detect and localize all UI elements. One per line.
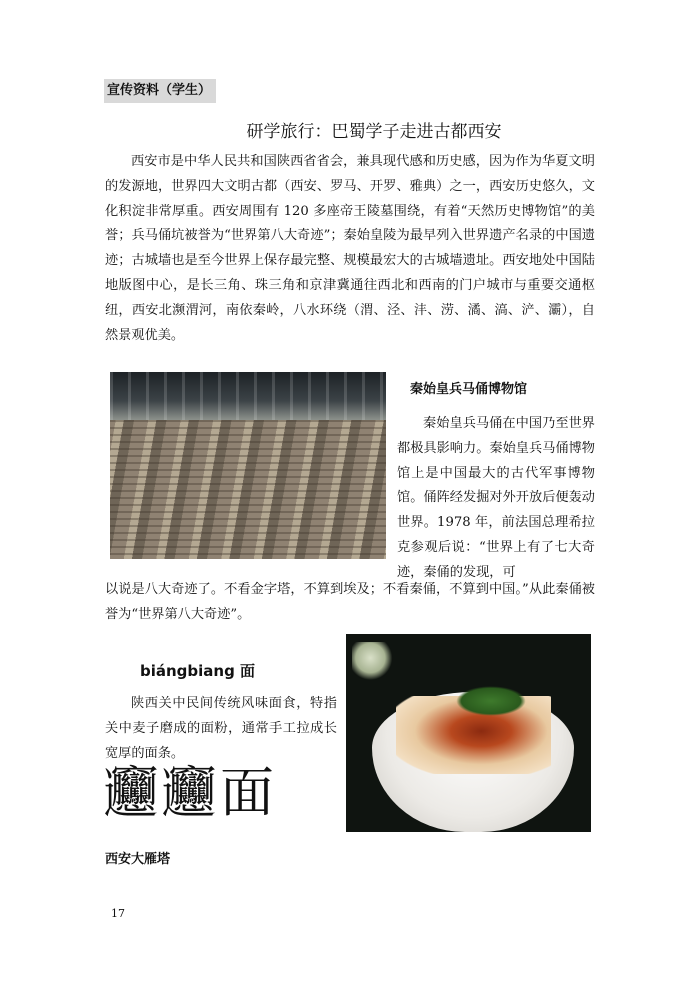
intro-paragraph: 西安市是中华人民共和国陕西省省会，兼具现代感和历史感，因为作为华夏文明的发源地，世界四大文明古都（西安、罗马、开罗、雅典）之一，西安历史悠久，文化积淀非常厚重。西安周围有 120 多座帝王陵墓围绕，有着“天然历史博物馆”的美誉；兵马俑坑被誉为“世界第八大奇迹”；秦始皇陵为最早列入世界遗产名录的中国遗迹；古城墙也是至今世界上保存最完整、规模最宏大的古城墙遗址。西安地处中国陆地版图中心，是长三角、珠三角和京津冀通往西北和西南的门户城市与重要交通枢纽，西安北濒渭河，南依秦岭，八水环绕（渭、泾、沣、涝、潏、滈、浐、灞），自然景观优美。: [105, 154, 595, 343]
noodle-bowl-photo: [346, 634, 591, 832]
biangbiang-characters: 𰻞𰻞面: [104, 761, 278, 824]
greens: [456, 686, 526, 716]
museum-heading: 秦始皇兵马俑博物馆: [410, 382, 528, 397]
page-title: 研学旅行：巴蜀学子走进古都西安: [246, 122, 502, 142]
flower-decoration: [352, 642, 398, 682]
museum-paragraph-continued: 以说是八大奇迹了。不看金字塔，不算到埃及；不看秦俑，不算到中国。”从此秦俑被誉为“世界第八大奇迹”。: [105, 582, 595, 622]
biangbiang-heading: biángbiang 面: [140, 662, 256, 680]
museum-paragraph: 秦始皇兵马俑在中国乃至世界都极具影响力。秦始皇兵马俑博物馆上是中国最大的古代军事博物馆。俑阵经发掘对外开放后便轰动世界。1978 年，前法国总理希拉克参观后说：“世界上有了七大奇迹，秦俑的发现，可: [397, 416, 595, 580]
terracotta-army-photo: [110, 372, 386, 559]
biangbiang-paragraph: 陕西关中民间传统风味面食，特指关中麦子磨成的面粉，通常手工拉成长宽厚的面条。: [105, 696, 337, 761]
handout-tag: 宣传资料（学生）: [104, 79, 216, 103]
page-number: 17: [111, 907, 125, 920]
pagoda-heading: 西安大雁塔: [105, 852, 171, 867]
